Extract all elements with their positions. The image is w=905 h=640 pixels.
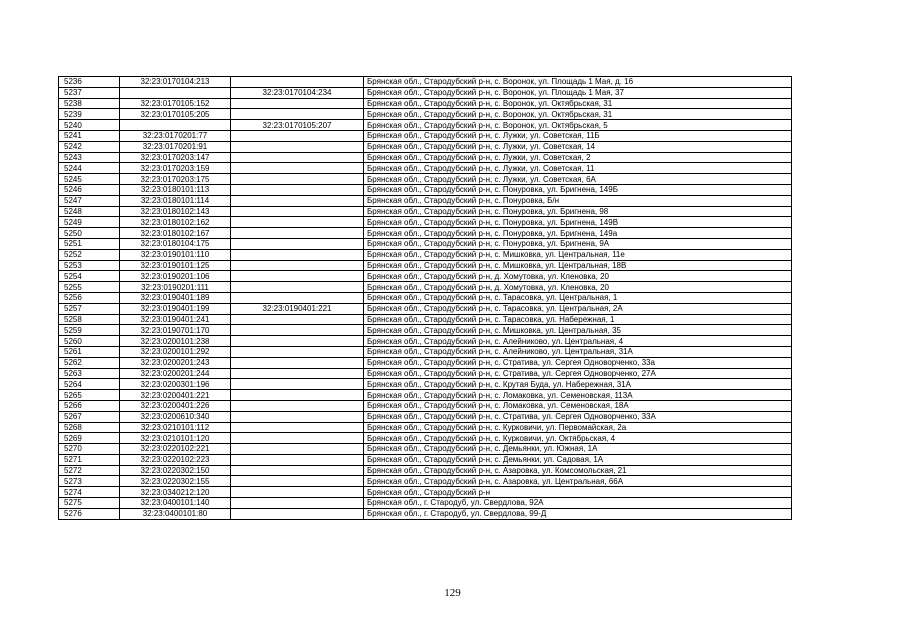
row-number-cell: 5247 — [59, 195, 120, 206]
row-number-cell: 5238 — [59, 98, 120, 109]
address-cell: Брянская обл., г. Стародуб, ул. Свердлова, 92А — [364, 498, 792, 509]
row-number-cell: 5240 — [59, 120, 120, 131]
cadastral-number-cell: 32:23:0180101:114 — [120, 195, 231, 206]
cadastral-number-cell: 32:23:0170104:213 — [120, 77, 231, 88]
table-row — [59, 271, 792, 282]
cadastral-number-cell: 32:23:0170201:77 — [120, 130, 231, 141]
related-cadastral-number-cell: 32:23:0170104:234 — [231, 87, 364, 98]
table-row — [59, 314, 792, 325]
related-cadastral-number-cell — [231, 357, 364, 368]
address-cell: Брянская обл., Стародубский р-н, с. Тарасовка, ул. Набережная, 1 — [364, 314, 792, 325]
cadastral-number-cell: 32:23:0210101:120 — [120, 433, 231, 444]
table-row — [59, 217, 792, 228]
cadastral-number-cell: 32:23:0400101:140 — [120, 498, 231, 509]
address-cell: Брянская обл., Стародубский р-н, с. Ломаковка, ул. Семеновская, 113А — [364, 390, 792, 401]
cadastral-number-cell: 32:23:0170105:205 — [120, 109, 231, 120]
address-cell: Брянская обл., Стародубский р-н, с. Понуровка, ул. Бригнена, 149В — [364, 217, 792, 228]
address-cell: Брянская обл., Стародубский р-н, с. Стратива, ул. Сергея Одноворченко, 33А — [364, 411, 792, 422]
related-cadastral-number-cell — [231, 249, 364, 260]
row-number-cell: 5248 — [59, 206, 120, 217]
table-row — [59, 77, 792, 88]
address-cell: Брянская обл., Стародубский р-н, с. Курковичи, ул. Первомайская, 2а — [364, 422, 792, 433]
row-number-cell: 5275 — [59, 498, 120, 509]
cadastral-number-cell: 32:23:0190201:111 — [120, 282, 231, 293]
cadastral-number-cell: 32:23:0180101:113 — [120, 184, 231, 195]
row-number-cell: 5249 — [59, 217, 120, 228]
cadastral-number-cell: 32:23:0220302:155 — [120, 476, 231, 487]
registry-table-body — [59, 77, 792, 520]
address-cell: Брянская обл., Стародубский р-н, с. Тарасовка, ул. Центральная, 2А — [364, 303, 792, 314]
table-row — [59, 260, 792, 271]
related-cadastral-number-cell — [231, 238, 364, 249]
related-cadastral-number-cell — [231, 336, 364, 347]
cadastral-number-cell: 32:23:0190401:199 — [120, 303, 231, 314]
row-number-cell: 5273 — [59, 476, 120, 487]
address-cell: Брянская обл., Стародубский р-н, с. Воронок, ул. Октябрьская, 31 — [364, 98, 792, 109]
row-number-cell: 5265 — [59, 390, 120, 401]
related-cadastral-number-cell — [231, 433, 364, 444]
row-number-cell: 5266 — [59, 400, 120, 411]
address-cell: Брянская обл., Стародубский р-н, с. Азаровка, ул. Комсомольская, 21 — [364, 465, 792, 476]
table-row — [59, 465, 792, 476]
table-row — [59, 87, 792, 98]
related-cadastral-number-cell — [231, 422, 364, 433]
table-row — [59, 120, 792, 131]
row-number-cell: 5271 — [59, 454, 120, 465]
address-cell: Брянская обл., Стародубский р-н, с. Мишковка, ул. Центральная, 35 — [364, 325, 792, 336]
related-cadastral-number-cell: 32:23:0170105:207 — [231, 120, 364, 131]
table-row — [59, 174, 792, 185]
table-row — [59, 228, 792, 239]
table-row — [59, 433, 792, 444]
row-number-cell: 5255 — [59, 282, 120, 293]
row-number-cell: 5261 — [59, 346, 120, 357]
row-number-cell: 5236 — [59, 77, 120, 88]
cadastral-number-cell: 32:23:0170105:152 — [120, 98, 231, 109]
address-cell: Брянская обл., Стародубский р-н, с. Тарасовка, ул. Центральная, 1 — [364, 292, 792, 303]
address-cell: Брянская обл., Стародубский р-н, с. Мишковка, ул. Центральная, 11е — [364, 249, 792, 260]
address-cell: Брянская обл., г. Стародуб, ул. Свердлова, 99-Д — [364, 508, 792, 519]
row-number-cell: 5253 — [59, 260, 120, 271]
row-number-cell: 5269 — [59, 433, 120, 444]
table-row — [59, 498, 792, 509]
address-cell: Брянская обл., Стародубский р-н, с. Лужки, ул. Советская, 6А — [364, 174, 792, 185]
related-cadastral-number-cell — [231, 141, 364, 152]
cadastral-number-cell: 32:23:0220102:223 — [120, 454, 231, 465]
address-cell: Брянская обл., Стародубский р-н, с. Лужки, ул. Советская, 11 — [364, 163, 792, 174]
table-row — [59, 357, 792, 368]
cadastral-number-cell: 32:23:0170203:147 — [120, 152, 231, 163]
address-cell: Брянская обл., Стародубский р-н, с. Алейниково, ул. Центральная, 4 — [364, 336, 792, 347]
related-cadastral-number-cell — [231, 487, 364, 498]
table-row — [59, 508, 792, 519]
address-cell: Брянская обл., Стародубский р-н, д. Хомутовка, ул. Кленовка, 20 — [364, 282, 792, 293]
row-number-cell: 5260 — [59, 336, 120, 347]
cadastral-number-cell: 32:23:0170203:159 — [120, 163, 231, 174]
row-number-cell: 5244 — [59, 163, 120, 174]
table-row — [59, 292, 792, 303]
related-cadastral-number-cell — [231, 109, 364, 120]
related-cadastral-number-cell — [231, 217, 364, 228]
row-number-cell: 5239 — [59, 109, 120, 120]
table-row — [59, 390, 792, 401]
related-cadastral-number-cell: 32:23:0190401:221 — [231, 303, 364, 314]
row-number-cell: 5252 — [59, 249, 120, 260]
address-cell: Брянская обл., Стародубский р-н, д. Хомутовка, ул. Кленовка, 20 — [364, 271, 792, 282]
cadastral-number-cell: 32:23:0190101:125 — [120, 260, 231, 271]
row-number-cell: 5276 — [59, 508, 120, 519]
related-cadastral-number-cell — [231, 508, 364, 519]
address-cell: Брянская обл., Стародубский р-н, с. Стратива, ул. Сергея Одноворченко, 33а — [364, 357, 792, 368]
address-cell: Брянская обл., Стародубский р-н — [364, 487, 792, 498]
row-number-cell: 5258 — [59, 314, 120, 325]
table-row — [59, 303, 792, 314]
address-cell: Брянская обл., Стародубский р-н, с. Курковичи, ул. Октябрьская, 4 — [364, 433, 792, 444]
related-cadastral-number-cell — [231, 411, 364, 422]
row-number-cell: 5259 — [59, 325, 120, 336]
cadastral-number-cell: 32:23:0180102:143 — [120, 206, 231, 217]
address-cell: Брянская обл., Стародубский р-н, с. Ломаковка, ул. Семеновская, 18А — [364, 400, 792, 411]
cadastral-number-cell: 32:23:0180104:175 — [120, 238, 231, 249]
row-number-cell: 5256 — [59, 292, 120, 303]
row-number-cell: 5254 — [59, 271, 120, 282]
address-cell: Брянская обл., Стародубский р-н, с. Воронок, ул. Площадь 1 Мая, 37 — [364, 87, 792, 98]
table-row — [59, 184, 792, 195]
row-number-cell: 5237 — [59, 87, 120, 98]
related-cadastral-number-cell — [231, 346, 364, 357]
related-cadastral-number-cell — [231, 77, 364, 88]
cadastral-number-cell: 32:23:0210101:112 — [120, 422, 231, 433]
registry-table — [58, 76, 792, 520]
address-cell: Брянская обл., Стародубский р-н, с. Алейниково, ул. Центральная, 31А — [364, 346, 792, 357]
table-row — [59, 130, 792, 141]
cadastral-number-cell: 32:23:0200101:292 — [120, 346, 231, 357]
page-number: 129 — [444, 587, 461, 599]
cadastral-number-cell: 32:23:0200301:196 — [120, 379, 231, 390]
table-row — [59, 487, 792, 498]
row-number-cell: 5245 — [59, 174, 120, 185]
cadastral-number-cell: 32:23:0190101:110 — [120, 249, 231, 260]
table-row — [59, 152, 792, 163]
address-cell: Брянская обл., Стародубский р-н, с. Азаровка, ул. Центральная, 66А — [364, 476, 792, 487]
related-cadastral-number-cell — [231, 184, 364, 195]
row-number-cell: 5263 — [59, 368, 120, 379]
related-cadastral-number-cell — [231, 390, 364, 401]
table-row — [59, 163, 792, 174]
related-cadastral-number-cell — [231, 271, 364, 282]
cadastral-number-cell: 32:23:0200101:238 — [120, 336, 231, 347]
row-number-cell: 5257 — [59, 303, 120, 314]
related-cadastral-number-cell — [231, 444, 364, 455]
cadastral-number-cell: 32:23:0180102:162 — [120, 217, 231, 228]
cadastral-number-cell: 32:23:0340212:120 — [120, 487, 231, 498]
related-cadastral-number-cell — [231, 206, 364, 217]
address-cell: Брянская обл., Стародубский р-н, с. Мишковка, ул. Центральная, 18В — [364, 260, 792, 271]
related-cadastral-number-cell — [231, 163, 364, 174]
related-cadastral-number-cell — [231, 368, 364, 379]
table-row — [59, 400, 792, 411]
related-cadastral-number-cell — [231, 379, 364, 390]
table-row — [59, 325, 792, 336]
address-cell: Брянская обл., Стародубский р-н, с. Лужки, ул. Советская, 14 — [364, 141, 792, 152]
cadastral-number-cell: 32:23:0190701:170 — [120, 325, 231, 336]
row-number-cell: 5274 — [59, 487, 120, 498]
table-row — [59, 444, 792, 455]
table-row — [59, 282, 792, 293]
related-cadastral-number-cell — [231, 260, 364, 271]
address-cell: Брянская обл., Стародубский р-н, с. Понуровка, Б/н — [364, 195, 792, 206]
cadastral-number-cell: 32:23:0190401:241 — [120, 314, 231, 325]
table-row — [59, 238, 792, 249]
table-row — [59, 379, 792, 390]
row-number-cell: 5241 — [59, 130, 120, 141]
table-row — [59, 346, 792, 357]
related-cadastral-number-cell — [231, 476, 364, 487]
address-cell: Брянская обл., Стародубский р-н, с. Воронок, ул. Октябрьская, 5 — [364, 120, 792, 131]
related-cadastral-number-cell — [231, 282, 364, 293]
address-cell: Брянская обл., Стародубский р-н, с. Демьянки, ул. Южная, 1А — [364, 444, 792, 455]
related-cadastral-number-cell — [231, 292, 364, 303]
cadastral-number-cell: 32:23:0200201:243 — [120, 357, 231, 368]
cadastral-number-cell: 32:23:0220302:150 — [120, 465, 231, 476]
address-cell: Брянская обл., Стародубский р-н, с. Воронок, ул. Площадь 1 Мая, д. 16 — [364, 77, 792, 88]
related-cadastral-number-cell — [231, 174, 364, 185]
row-number-cell: 5262 — [59, 357, 120, 368]
cadastral-number-cell: 32:23:0170203:175 — [120, 174, 231, 185]
cadastral-number-cell: 32:23:0220102:221 — [120, 444, 231, 455]
address-cell: Брянская обл., Стародубский р-н, с. Крутая Буда, ул. Набережная, 31А — [364, 379, 792, 390]
related-cadastral-number-cell — [231, 314, 364, 325]
related-cadastral-number-cell — [231, 498, 364, 509]
table-row — [59, 411, 792, 422]
table-row — [59, 249, 792, 260]
row-number-cell: 5272 — [59, 465, 120, 476]
table-row — [59, 422, 792, 433]
cadastral-number-cell — [120, 120, 231, 131]
address-cell: Брянская обл., Стародубский р-н, с. Воронок, ул. Октябрьская, 31 — [364, 109, 792, 120]
table-row — [59, 206, 792, 217]
table-row — [59, 476, 792, 487]
address-cell: Брянская обл., Стародубский р-н, с. Понуровка, ул. Бригнена, 9А — [364, 238, 792, 249]
table-row — [59, 98, 792, 109]
cadastral-number-cell: 32:23:0200401:221 — [120, 390, 231, 401]
related-cadastral-number-cell — [231, 228, 364, 239]
row-number-cell: 5246 — [59, 184, 120, 195]
cadastral-number-cell: 32:23:0170201:91 — [120, 141, 231, 152]
row-number-cell: 5270 — [59, 444, 120, 455]
related-cadastral-number-cell — [231, 465, 364, 476]
address-cell: Брянская обл., Стародубский р-н, с. Понуровка, ул. Бригнена, 98 — [364, 206, 792, 217]
related-cadastral-number-cell — [231, 325, 364, 336]
related-cadastral-number-cell — [231, 400, 364, 411]
cadastral-number-cell: 32:23:0190401:189 — [120, 292, 231, 303]
address-cell: Брянская обл., Стародубский р-н, с. Демьянки, ул. Садовая, 1А — [364, 454, 792, 465]
related-cadastral-number-cell — [231, 98, 364, 109]
cadastral-number-cell: 32:23:0200401:226 — [120, 400, 231, 411]
related-cadastral-number-cell — [231, 195, 364, 206]
address-cell: Брянская обл., Стародубский р-н, с. Лужки, ул. Советская, 11Б — [364, 130, 792, 141]
address-cell: Брянская обл., Стародубский р-н, с. Стратива, ул. Сергея Одноворченко, 27А — [364, 368, 792, 379]
cadastral-number-cell: 32:23:0200201:244 — [120, 368, 231, 379]
related-cadastral-number-cell — [231, 130, 364, 141]
address-cell: Брянская обл., Стародубский р-н, с. Понуровка, ул. Бригнена, 149а — [364, 228, 792, 239]
related-cadastral-number-cell — [231, 152, 364, 163]
table-row — [59, 109, 792, 120]
row-number-cell: 5251 — [59, 238, 120, 249]
related-cadastral-number-cell — [231, 454, 364, 465]
table-row — [59, 195, 792, 206]
row-number-cell: 5264 — [59, 379, 120, 390]
cadastral-number-cell: 32:23:0190201:106 — [120, 271, 231, 282]
cadastral-number-cell — [120, 87, 231, 98]
row-number-cell: 5268 — [59, 422, 120, 433]
cadastral-number-cell: 32:23:0200610:340 — [120, 411, 231, 422]
cadastral-number-cell: 32:23:0400101:80 — [120, 508, 231, 519]
table-row — [59, 336, 792, 347]
address-cell: Брянская обл., Стародубский р-н, с. Понуровка, ул. Бригнена, 149Б — [364, 184, 792, 195]
table-row — [59, 454, 792, 465]
row-number-cell: 5267 — [59, 411, 120, 422]
row-number-cell: 5243 — [59, 152, 120, 163]
row-number-cell: 5250 — [59, 228, 120, 239]
table-row — [59, 141, 792, 152]
address-cell: Брянская обл., Стародубский р-н, с. Лужки, ул. Советская, 2 — [364, 152, 792, 163]
cadastral-number-cell: 32:23:0180102:167 — [120, 228, 231, 239]
table-row — [59, 368, 792, 379]
row-number-cell: 5242 — [59, 141, 120, 152]
